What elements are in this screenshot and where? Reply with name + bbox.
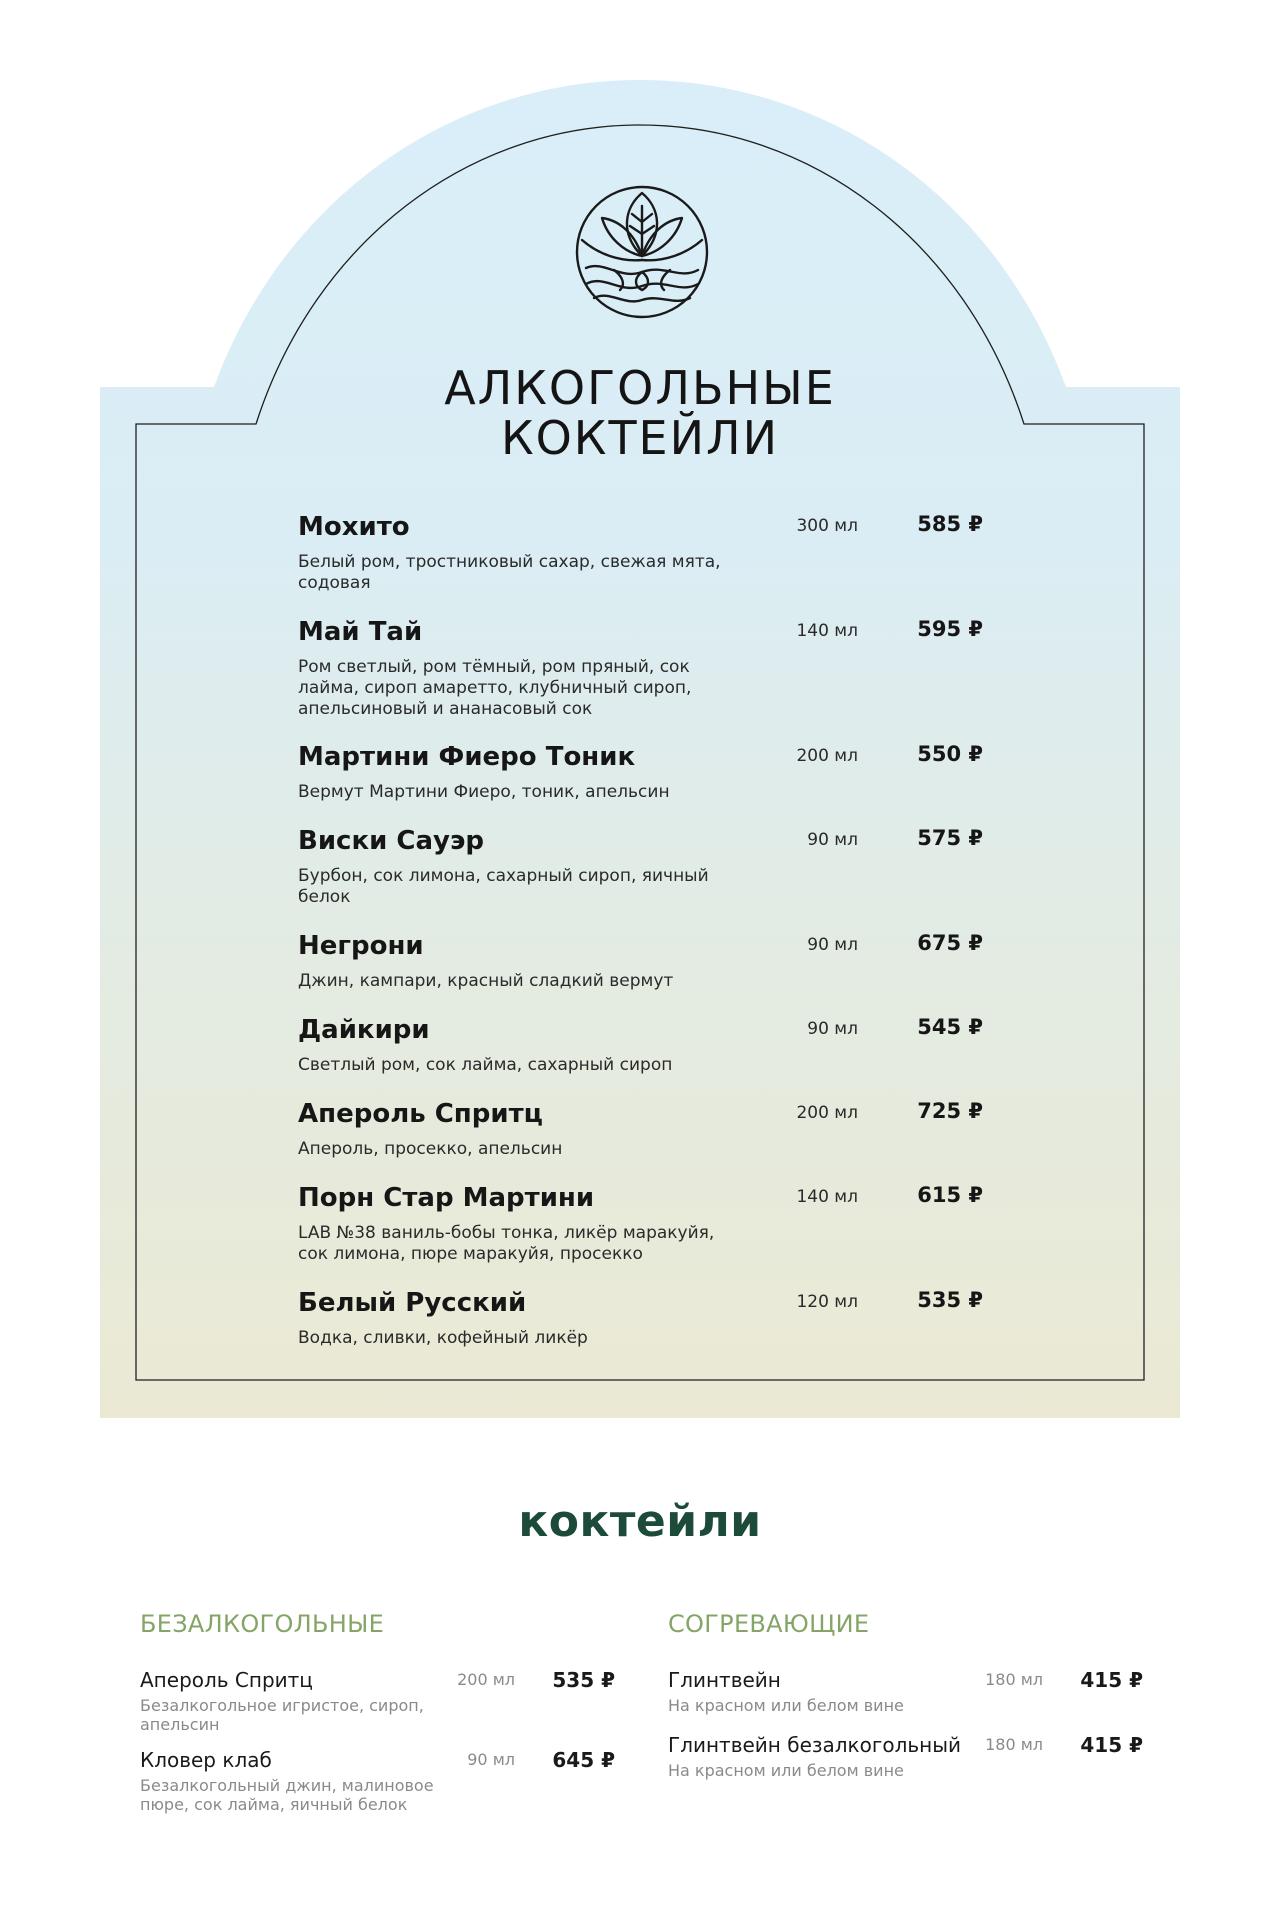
item-volume: 90 мл [467,1750,515,1769]
item-name: Апероль Спритц [140,1668,313,1692]
item-description: Апероль, просекко, апельсин [298,1139,563,1159]
item-name: Апероль Спритц [298,1099,543,1129]
item-volume: 90 мл [807,1019,858,1039]
item-name: Виски Сауэр [298,826,484,856]
item-name: Глинтвейн безалкогольный [668,1733,962,1757]
page-title-line-2: КОКТЕЙЛИ [500,411,780,465]
item-description: Безалкогольное игристое, сироп, апельсин [140,1696,424,1734]
item-price: 535 ₽ [917,1288,983,1312]
page-title-line-1: АЛКОГОЛЬНЫЕ [444,361,836,415]
item-volume: 120 мл [796,1292,858,1312]
item-price: 550 ₽ [917,742,983,766]
item-name: Глинтвейн [668,1668,781,1692]
lotus-leaf-emblem-icon [574,184,710,320]
item-volume: 200 мл [796,1103,858,1123]
item-volume: 300 мл [796,516,858,536]
item-name: Порн Стар Мартини [298,1183,595,1213]
item-price: 415 ₽ [1080,1733,1143,1757]
item-price: 415 ₽ [1080,1668,1143,1692]
item-volume: 200 мл [796,746,858,766]
item-volume: 180 мл [985,1670,1043,1689]
item-description: Светлый ром, сок лайма, сахарный сироп [298,1055,673,1075]
item-volume: 180 мл [985,1735,1043,1754]
item-price: 725 ₽ [917,1099,983,1123]
item-description: Белый ром, тростниковый сахар, свежая мята, содовая [298,552,721,593]
item-name: Мохито [298,512,410,542]
item-description: Ром светлый, ром тёмный, ром пряный, сок лайма, сироп амаретто, клубничный сироп, апельсиновый и ананасовый сок [298,657,692,719]
item-price: 675 ₽ [917,931,983,955]
item-description: Вермут Мартини Фиеро, тоник, апельсин [298,782,670,802]
item-name: Негрони [298,931,424,961]
item-price: 545 ₽ [917,1015,983,1039]
item-price: 585 ₽ [917,512,983,536]
item-name: Мартини Фиеро Тоник [298,742,636,772]
non-alcoholic-heading: БЕЗАЛКОГОЛЬНЫЕ [140,1610,385,1638]
item-description: На красном или белом вине [668,1696,904,1715]
item-description: Безалкогольный джин, малиновое пюре, сок лайма, яичный белок [140,1776,434,1814]
item-description: Бурбон, сок лимона, сахарный сироп, яичный белок [298,866,709,907]
item-volume: 90 мл [807,935,858,955]
item-description: LAB №38 ваниль-бобы тонка, ликёр маракуйя, сок лимона, пюре маракуйя, просекко [298,1223,715,1264]
item-name: Май Тай [298,617,423,647]
item-name: Дайкири [298,1015,430,1045]
item-price: 645 ₽ [552,1748,615,1772]
item-name: Белый Русский [298,1288,527,1318]
section-title: коктейли [518,1496,762,1547]
item-volume: 140 мл [796,1187,858,1207]
warming-heading: СОГРЕВАЮЩИЕ [668,1610,870,1638]
item-volume: 200 мл [457,1670,515,1689]
item-volume: 90 мл [807,830,858,850]
item-price: 535 ₽ [552,1668,615,1692]
item-name: Кловер клаб [140,1748,272,1772]
item-description: На красном или белом вине [668,1761,904,1780]
item-price: 615 ₽ [917,1183,983,1207]
item-description: Джин, кампари, красный сладкий вермут [298,971,674,991]
item-description: Водка, сливки, кофейный ликёр [298,1328,588,1348]
item-volume: 140 мл [796,621,858,641]
item-price: 575 ₽ [917,826,983,850]
item-price: 595 ₽ [917,617,983,641]
